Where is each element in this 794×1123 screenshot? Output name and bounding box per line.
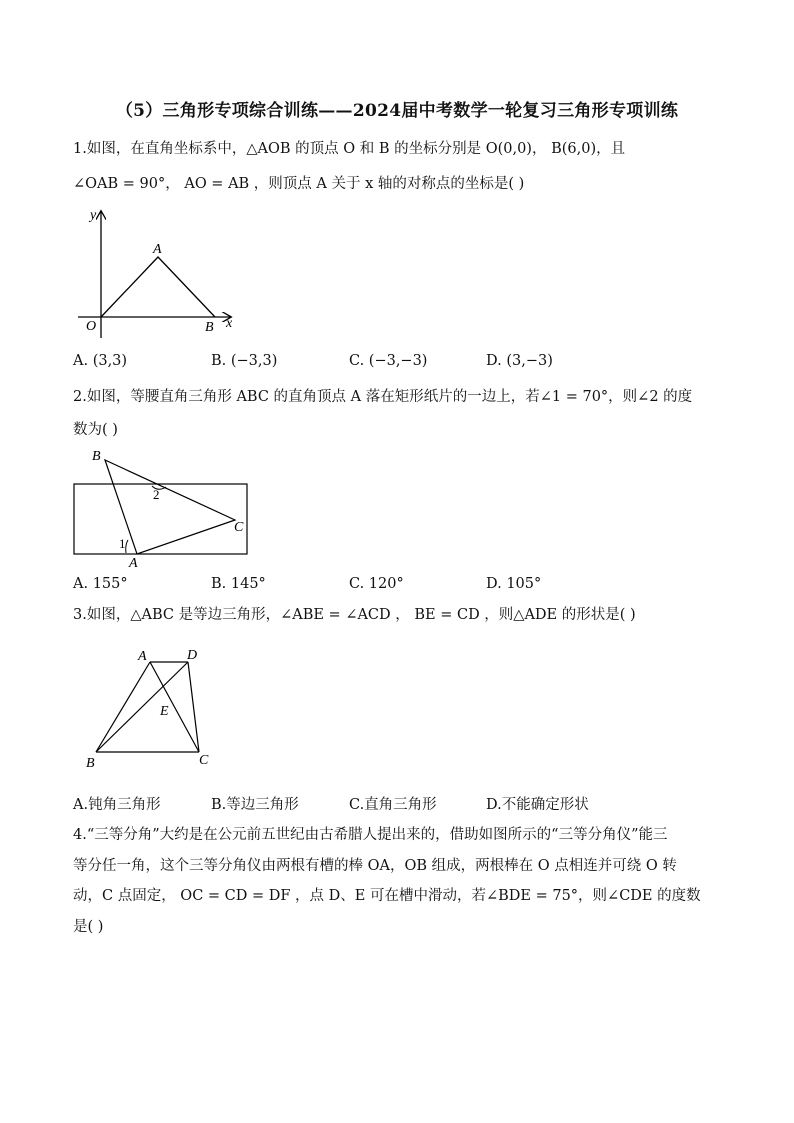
q3-option-d[interactable]: D.不能确定形状 [486, 797, 589, 813]
q1-label-y: y [90, 208, 97, 223]
q1-stem-line-1: 1.如图，在直角坐标系中，△AOB 的顶点 O 和 B 的坐标分别是 O(0,0)， B(6,0)，且 [73, 141, 626, 157]
q1-option-b[interactable]: B. (−3,3) [211, 353, 278, 369]
q3-label-b: B [86, 756, 95, 771]
q3-label-a: A [138, 649, 147, 664]
q4-stem-line-4: 是( ) [73, 919, 104, 935]
q1-stem-line-2: ∠OAB = 90°， AO = AB ，则顶点 A 关于 x 轴的对称点的坐标是( ) [73, 176, 525, 192]
q3-label-c: C [199, 753, 209, 768]
q2-angle-1-arc [126, 540, 128, 553]
q3-option-c[interactable]: C.直角三角形 [349, 797, 437, 813]
q3-options [73, 793, 723, 813]
q2-option-d[interactable]: D. 105° [486, 576, 542, 592]
q3-label-e: E [160, 704, 169, 719]
q3-option-a[interactable]: A.钝角三角形 [73, 797, 161, 813]
q1-figure [70, 200, 250, 345]
q2-stem-line-1: 2.如图，等腰直角三角形 ABC 的直角顶点 A 落在矩形纸片的一边上，若∠1 = 70°，则∠2 的度 [73, 389, 693, 405]
q1-label-a: A [153, 242, 162, 257]
q3-figure [80, 642, 220, 772]
q1-option-d[interactable]: D. (3,−3) [486, 353, 553, 369]
q3-segment-dc [188, 662, 199, 752]
q2-rectangle [74, 484, 247, 554]
q2-label-a: A [129, 556, 138, 571]
q1-options [73, 353, 723, 373]
q1-label-x: x [226, 316, 233, 331]
q1-option-a[interactable]: A. (3,3) [73, 353, 128, 369]
q1-option-c[interactable]: C. (−3,−3) [349, 353, 428, 369]
q2-label-b: B [92, 449, 101, 464]
q2-option-a[interactable]: A. 155° [73, 576, 128, 592]
q2-figure [70, 445, 260, 575]
q2-label-c: C [234, 520, 244, 535]
q2-label-two: 2 [153, 487, 160, 502]
q2-label-one: 1 [119, 536, 126, 551]
q1-triangle [101, 257, 215, 317]
q3-label-d: D [187, 648, 198, 663]
q3-stem-line-1: 3.如图，△ABC 是等边三角形，∠ABE = ∠ACD ， BE = CD ，则△ADE 的形状是( ) [73, 607, 636, 623]
q4-stem-line-1: 4.“三等分角”大约是在公元前五世纪由古希腊人提出来的，借助如图所示的“三等分角仪”能三 [73, 827, 668, 843]
q2-option-b[interactable]: B. 145° [211, 576, 266, 592]
q2-stem-line-2: 数为( ) [73, 422, 118, 438]
q4-stem-line-3: 动，C 点固定， OC = CD = DF ，点 D、E 可在槽中滑动，若∠BDE = 75°，则∠CDE 的度数 [73, 888, 701, 904]
q4-stem-line-2: 等分任一角，这个三等分角仪由两根有槽的棒 OA，OB 组成，两根棒在 O 点相连并可绕 O 转 [73, 858, 677, 874]
q2-options [73, 576, 723, 596]
q1-label-o: O [86, 319, 97, 334]
q3-option-b[interactable]: B.等边三角形 [211, 797, 299, 813]
page-title: （5）三角形专项综合训练——2024届中考数学一轮复习三角形专项训练 [115, 101, 679, 121]
q1-label-b: B [205, 320, 214, 335]
q2-option-c[interactable]: C. 120° [349, 576, 404, 592]
